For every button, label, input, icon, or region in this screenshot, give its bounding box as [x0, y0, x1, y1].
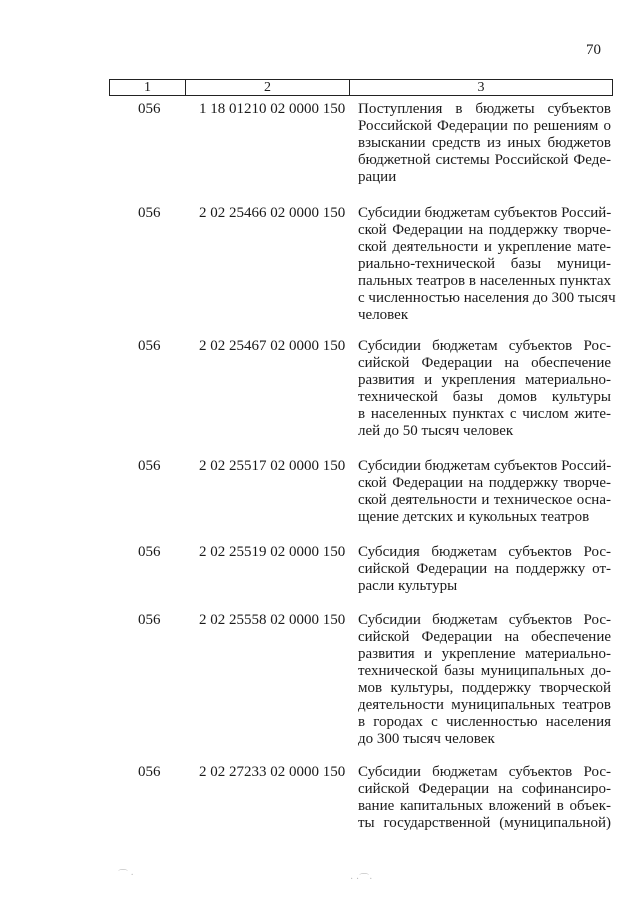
- description-line: Субсидия бюджетам субъектов Рос-: [358, 544, 611, 560]
- description-line: деятельности муниципальных театров: [358, 697, 611, 713]
- scan-artifact-mark: · ·⌒·: [350, 874, 373, 885]
- revenue-description: [358, 764, 611, 832]
- page-number: 70: [586, 42, 601, 58]
- header-col-2: 2: [186, 80, 350, 95]
- description-line: человек: [358, 307, 409, 323]
- description-line: технической базы домов культуры: [358, 389, 611, 405]
- description-line: Субсидии бюджетам субъектов Рос-: [358, 764, 611, 780]
- description-line: Субсидии бюджетам субъектов Россий-: [358, 205, 612, 221]
- description-line: вание капитальных вложений в объек-: [358, 798, 611, 814]
- revenue-description: [358, 205, 616, 324]
- description-line: сийской Федерации на поддержку от-: [358, 561, 611, 577]
- admin-code: 056: [138, 612, 161, 628]
- table-header: [109, 79, 613, 96]
- budget-classification-code: 2 02 25466 02 0000 150: [199, 205, 346, 221]
- budget-classification-code: 2 02 25467 02 0000 150: [199, 338, 346, 354]
- description-line: развития и укрепление материально-: [358, 646, 611, 662]
- budget-classification-code: 2 02 27233 02 0000 150: [199, 764, 346, 780]
- description-line: рации: [358, 169, 397, 185]
- scan-artifact-mark: ⌒ ·: [118, 870, 134, 881]
- description-line: развития и укрепления материально-: [358, 372, 611, 388]
- revenue-description: [358, 338, 611, 440]
- description-line: сийской Федерации на обеспечение: [358, 355, 611, 371]
- budget-classification-code: 2 02 25517 02 0000 150: [199, 458, 346, 474]
- description-line: ской Федерации на поддержку творче-: [358, 475, 611, 491]
- revenue-description: [358, 544, 611, 595]
- description-line: пальных театров в населенных пунктах: [358, 273, 611, 289]
- description-line: бюджетной системы Российской Феде-: [358, 152, 611, 168]
- description-line: Субсидии бюджетам субъектов Рос-: [358, 612, 611, 628]
- budget-classification-code: 1 18 01210 02 0000 150: [199, 101, 346, 117]
- description-line: Субсидии бюджетам субъектов Россий-: [358, 458, 612, 474]
- description-line: ской Федерации на поддержку творче-: [358, 222, 611, 238]
- admin-code: 056: [138, 544, 161, 560]
- revenue-description: [358, 612, 611, 748]
- admin-code: 056: [138, 458, 161, 474]
- description-line: в населенных пунктах с числом жите-: [358, 406, 611, 422]
- admin-code: 056: [138, 101, 161, 117]
- description-line: щение детских и кукольных театров: [358, 509, 590, 525]
- description-line: мов культуры, поддержку творческой: [358, 680, 611, 696]
- description-line: ской деятельности и техническое осна-: [358, 492, 611, 508]
- header-col-1: 1: [110, 80, 186, 95]
- description-line: ты государственной (муниципальной): [358, 815, 611, 831]
- description-line: риально-технической базы муници-: [358, 256, 611, 272]
- admin-code: 056: [138, 205, 161, 221]
- revenue-description: [358, 458, 611, 526]
- description-line: сийской Федерации на софинансиро-: [358, 781, 611, 797]
- description-line: с численностью населения до 300 тысяч: [358, 290, 616, 306]
- budget-classification-code: 2 02 25558 02 0000 150: [199, 612, 346, 628]
- description-line: Субсидии бюджетам субъектов Рос-: [358, 338, 611, 354]
- budget-classification-code: 2 02 25519 02 0000 150: [199, 544, 346, 560]
- description-line: расли культуры: [358, 578, 458, 594]
- description-line: технической базы муниципальных до-: [358, 663, 611, 679]
- header-col-3: 3: [477, 80, 485, 95]
- revenue-description: [358, 101, 611, 186]
- admin-code: 056: [138, 338, 161, 354]
- description-line: Поступления в бюджеты субъектов: [358, 101, 611, 117]
- description-line: сийской Федерации на обеспечение: [358, 629, 611, 645]
- description-line: взыскании средств из иных бюджетов: [358, 135, 611, 151]
- description-line: Российской Федерации по решениям о: [358, 118, 611, 134]
- description-line: в городах с численностью населения: [358, 714, 611, 730]
- description-line: до 300 тысяч человек: [358, 731, 495, 747]
- admin-code: 056: [138, 764, 161, 780]
- description-line: лей до 50 тысяч человек: [358, 423, 514, 439]
- description-line: ской деятельности и укрепление мате-: [358, 239, 611, 255]
